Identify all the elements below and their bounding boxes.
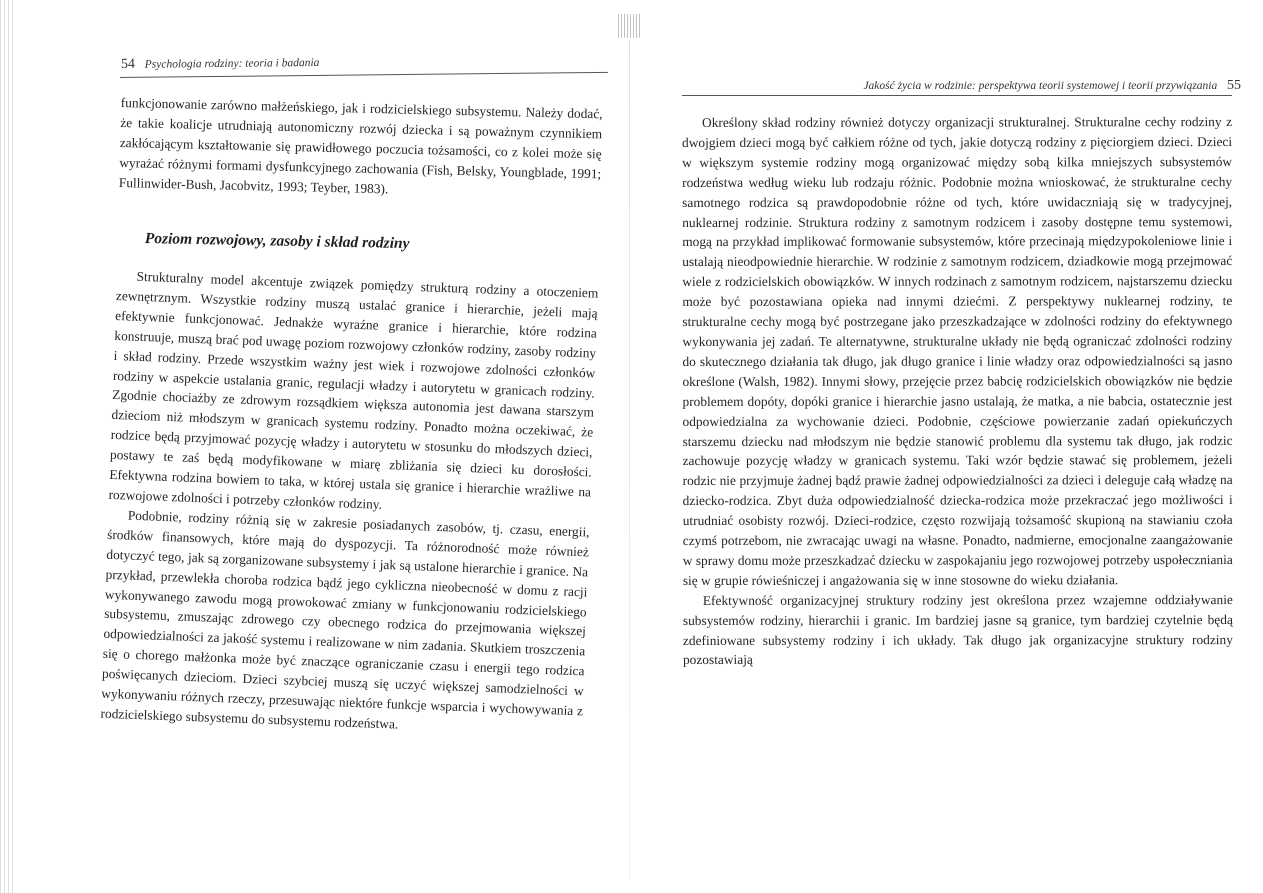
right-page	[632, 0, 1263, 893]
right-running-title: Jakość życia w rodzinie: perspektywa teorii systemowej i teorii przywiązania	[863, 80, 1218, 92]
right-header-rule	[682, 95, 1232, 96]
left-header-rule	[120, 72, 608, 78]
left-paragraph-1: Strukturalny model akcentuje związek pomiędzy strukturą rodziny a otoczeniem zewnętrznym. Wszystkie rodziny muszą ustalać granice i hierarchie, jeżeli mają efektywnie funkcjonować. Jednakże wyraźne granice i hierarchie, które rodzina konstruuje, muszą brać pod uwagę poziom rozwojowy członków rodziny, zasoby rodziny i skład rodziny. Przede wszystkim ważny jest wiek i rozwojowe zdolności członków rodziny w aspekcie ustalania granic, regulacji władzy i autorytetu w granicach rodziny. Zgodnie chociażby ze zdrowym rozsądkiem większa autonomia jest dawana starszym dzieciom niż młodszym w granicach systemu rodziny. Ponadto można oczekiwać, że rodzice będą przyjmować pozycję władzy i autorytetu w stosunku do młodszych dzieci, postawy te zaś będą modyfikowane w miarę zbliżania się dzieci ku dorosłości. Efektywna rodzina bowiem to taka, w której ustala się granice i hierarchie wrażliwe na rozwojowe zdolności i potrzeby członków rodziny.	[108, 268, 599, 512]
left-intro-paragraph: funkcjonowanie zarówno małżeńskiego, jak i rodzicielskiego subsystemu. Należy dodać, że takie koalicje utrudniają autonomiczny rozwój dziecka i są poważnym czynnikiem zakłócającym kształtowanie się prawidłowego poczucia tożsamości, co z kolei może się wyrażać różnymi formami dysfunkcyjnego zachowania (Fish, Belsky, Youngblade, 1991; Fullinwider-Bush, Jacobvitz, 1993; Teyber, 1983).	[118, 94, 603, 196]
right-paragraph-2: Efektywność organizacyjnej struktury rodziny jest określona przez wzajemne oddziaływanie subsystemów rodziny, hierarchii i granic. Im bardziej jasne są granice, tym bardziej czytelnie będą zdefiniowane subsystemy rodziny i ich układy. Tak długo jak organizacyjne struktury rodziny pozostawiają	[682, 591, 1233, 668]
section-heading: Poziom rozwojowy, zasoby i skład rodziny	[144, 230, 410, 253]
left-page	[0, 0, 630, 893]
right-body-text	[682, 112, 1233, 670]
left-body-text	[100, 266, 598, 741]
right-page-number: 55	[1227, 78, 1241, 93]
left-intro-text	[119, 93, 603, 204]
left-running-title: Psychologia rodziny: teoria i badania	[144, 56, 320, 71]
left-page-number: 54	[120, 56, 136, 72]
left-paragraph-2: Podobnie, rodziny różnią się w zakresie posiadanych zasobów, tj. czasu, energii, środków finansowych, które mają do dyspozycji. Ta różnorodność może również dotyczyć tego, jak są zorganizowane subsystemy i jak są ustalone hierarchie i granice. Na przykład, przewlekła choroba rodzica bądź jego cykliczna nieobecność w domu z racji wykonywanego zawodu mogą prowokować zmiany w funkcjonowaniu rodzicielskiego subsystemu, zmuszając zdrowego czy obecnego rodzica do przejmowania większej odpowiedzialności za jakość systemu i realizowane w nim zadania. Skutkiem troszczenia się o chorego małżonka może być znaczące ograniczanie czasu i energii tego rodzica poświęcanych dzieciom. Dzieci szybciej muszą się uczyć większej samodzielności w wykonywaniu różnych rzeczy, przesuwając niektóre funkcje wsparcia i wychowywania z rodzicielskiego subsystemu do subsystemu rodzeństwa.	[100, 507, 590, 732]
right-paragraph-1: Określony skład rodziny również dotyczy organizacji strukturalnej. Strukturalne cechy rodziny z dwojgiem dzieci mogą być całkiem różne od tych, jakie dotyczą rodziny z pięciorgiem dzieci. Dzieci w większym systemie rodziny mogą organizować między sobą kilka mniejszych subsystemów rodzeństwa według wieku lub rodzaju różnic. Podobnie można wnioskować, że strukturalne cechy samotnego rodzica są prawdopodobnie różne od tych, które uwidaczniają się w tradycyjnej, nuklearnej rodzinie. Struktura rodziny z samotnym rodzicem i zasoby dostępne temu systemowi, mogą na przykład implikować formowanie subsystemów, które przecinają międzypokoleniowe linie i ustalają nieodpowiednie hierarchie. W rodzinie z samotnym rodzicem, dziadkowie mogą przejmować wiele z rodzicielskich obowiązków. W innych rodzinach z samotnym rodzicem, najstarszemu dziecku może być pozostawiana opieka nad innymi dziećmi. Z perspektywy nuklearnej rodziny, te strukturalne cechy mogą być postrzegane jako przeszkadzające w zdolności rodziny do efektywnego wykonywania jej zadań. Te alternatywne, strukturalne układy nie będą ograniczać zdolności rodziny do skutecznego działania tak długo, jak długo granice i linie władzy oraz odpowiedzialności są jasno określone (Walsh, 1982). Innymi słowy, przejęcie przez babcię rodzicielskich obowiązków nie będzie problemem dopóty, dopóki granice i hierarchie jasno ustalają, że matka, a nie babcia, ostatecznie jest odpowiedzialna za wychowanie dzieci. Podobnie, częściowe powierzanie zadań opiekuńczych starszemu dziecku nad młodszym nie będzie stanowić problemu dla systemu tak długo, jak rodzic zachowuje pozycję władzy w granicach systemu. Taki wzór będzie stawać się problemem, jeżeli rodzic nie przyjmuje żadnej bądź prawie żadnej odpowiedzialności za dzieci i deleguje całą władzę na dziecko-rodzica. Zbyt duża odpowiedzialność dziecka-rodzica może przekraczać jego możliwości i utrudniać osobisty rozwój. Dzieci-rodzice, często rozwijają tożsamość skupioną na stawianiu czoła czymś potrzebom, nie zwracając uwagi na własne. Ponadto, nadmierne, emocjonalne zaangażowanie w sprawy domu może przeszkadzać dziecku w zaspokajaniu jego rozwojowej potrzeby uspołeczniania się w grupie rówieśniczej i angażowania się w inne stosowne do wieku działania.	[682, 114, 1233, 588]
left-running-head	[121, 54, 320, 73]
right-running-head	[863, 77, 1241, 94]
